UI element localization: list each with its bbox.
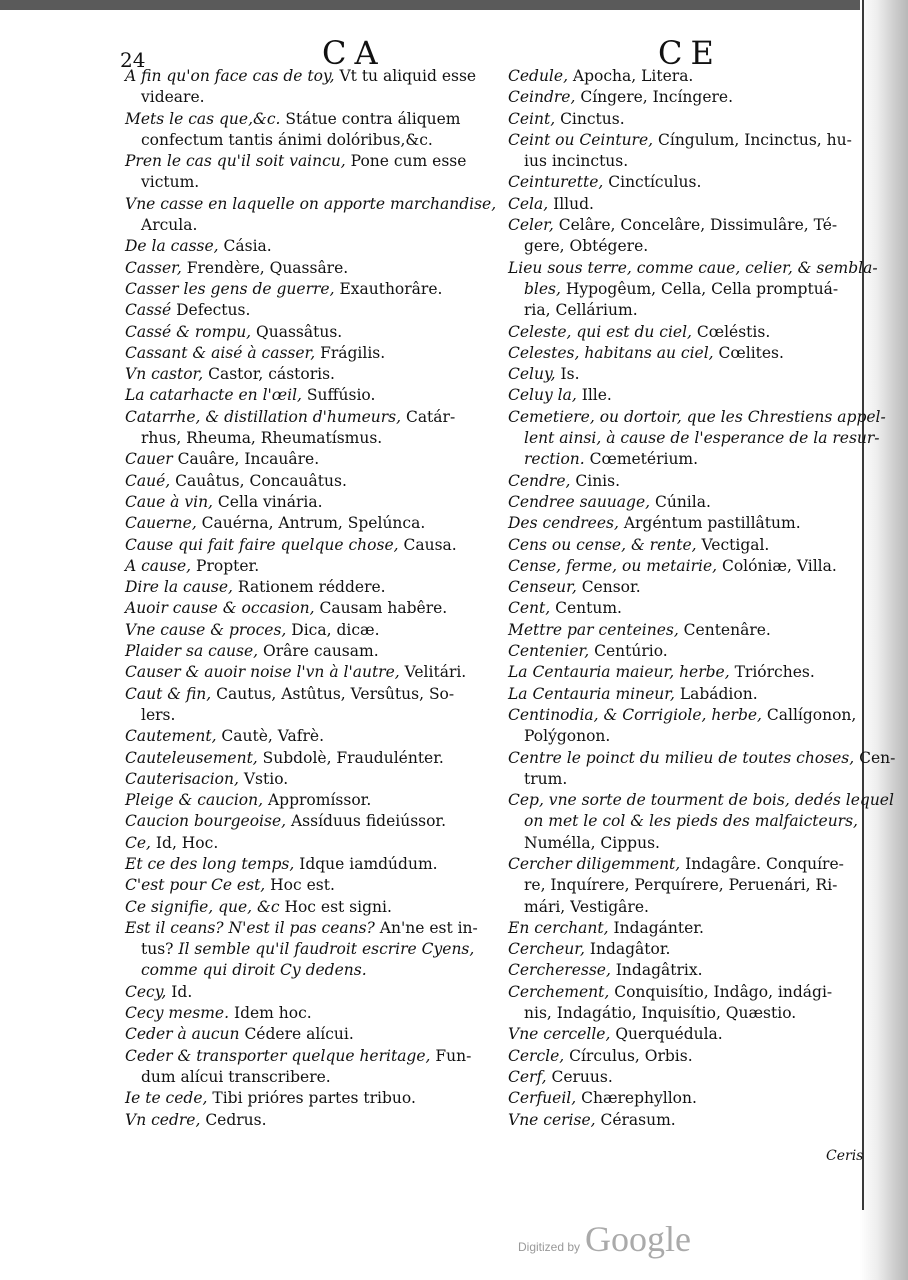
- latin-gloss: Centum.: [550, 599, 622, 618]
- dictionary-entry-line: [125, 833, 493, 854]
- dictionary-entry-line: [508, 130, 852, 151]
- french-headword: Celeste, qui est du ciel,: [508, 322, 692, 341]
- french-headword: La catarhacte en l'œil,: [125, 386, 302, 405]
- dictionary-entry-line: [125, 641, 493, 662]
- latin-gloss: Cauâre, Incauâre.: [172, 450, 320, 469]
- french-headword: Cerf,: [508, 1067, 547, 1086]
- french-headword: Cendree sauuage,: [508, 492, 651, 511]
- running-head-right: CE: [658, 34, 722, 72]
- french-headword: Cendre,: [508, 471, 571, 490]
- latin-gloss: re, Inquírere, Perquírere, Peruenári, Ri-: [524, 876, 838, 895]
- french-headword: Cassé & rompu,: [125, 322, 252, 341]
- dictionary-entry-line: [125, 87, 493, 108]
- dictionary-entry-line: [125, 109, 493, 130]
- latin-gloss: Hypogêum, Cella, Cella promptuá-: [560, 279, 839, 298]
- latin-gloss: ius incinctus.: [524, 152, 629, 171]
- latin-gloss: gere, Obtégere.: [524, 237, 649, 256]
- latin-gloss: Cúnila.: [650, 492, 711, 511]
- french-headword: Caue à vin,: [125, 492, 213, 511]
- latin-gloss: Cíngulum, Incinctus, hu-: [653, 130, 852, 149]
- latin-gloss: tus?: [141, 940, 174, 959]
- dictionary-entry-line: [508, 598, 848, 619]
- latin-gloss: lers.: [141, 705, 176, 724]
- latin-gloss: Indagánter.: [608, 918, 704, 937]
- french-headword: bles,: [524, 279, 561, 298]
- latin-gloss: Cautè, Vafrè.: [216, 727, 325, 746]
- latin-gloss: Cinctículus.: [603, 173, 702, 192]
- latin-gloss: Hoc est.: [265, 876, 335, 895]
- dictionary-entry-line: [125, 449, 493, 470]
- latin-gloss: Assíduus fideiússor.: [286, 812, 447, 831]
- latin-gloss: Ceruus.: [546, 1067, 613, 1086]
- dictionary-entry-line: [508, 172, 848, 193]
- latin-gloss: Cauâtus, Concauâtus.: [170, 471, 347, 490]
- latin-gloss: Cen-: [854, 748, 896, 767]
- french-headword: Ie te cede,: [125, 1089, 208, 1108]
- french-headword: Cedule,: [508, 67, 568, 85]
- latin-gloss: Celâre, Concelâre, Dissimulâre, Té-: [553, 216, 838, 235]
- french-headword: Et ce des long temps,: [125, 854, 295, 873]
- french-headword: Centre le poinct du milieu de toutes choses,: [508, 748, 855, 767]
- french-headword: Dire la cause,: [125, 578, 233, 597]
- french-headword: Cercher diligemment,: [508, 854, 681, 873]
- french-headword: Cautement,: [125, 727, 217, 746]
- latin-gloss: Cœmetérium.: [584, 450, 699, 469]
- latin-gloss: Cédere alícui.: [239, 1025, 354, 1044]
- dictionary-entry-line: [508, 748, 896, 769]
- french-headword: Des cendrees,: [508, 514, 619, 533]
- french-headword: Censeur,: [508, 578, 577, 597]
- dictionary-entry-line: [508, 556, 848, 577]
- french-headword: Cela,: [508, 194, 549, 213]
- latin-gloss: Fun-: [430, 1046, 472, 1065]
- latin-gloss: Orâre causam.: [258, 642, 379, 661]
- latin-gloss: confectum tantis ánimi dolóribus,&c.: [141, 130, 433, 149]
- french-headword: Cerchement,: [508, 982, 610, 1001]
- french-note: Il semble qu'il faudroit escrire Cyens,: [173, 940, 475, 959]
- dictionary-entry-line: [125, 1088, 493, 1109]
- dictionary-entry-line: [125, 194, 497, 215]
- french-headword: Ceindre,: [508, 88, 576, 107]
- french-headword: Casser les gens de guerre,: [125, 279, 335, 298]
- dictionary-entry-line: [125, 513, 493, 534]
- latin-gloss: Colóniæ, Villa.: [717, 556, 837, 575]
- dictionary-entry-line: [508, 1003, 848, 1024]
- dictionary-entry-line: [508, 1067, 848, 1088]
- dictionary-entry-line: [508, 236, 848, 257]
- latin-gloss: Vt tu aliquid esse: [334, 67, 477, 85]
- latin-gloss: Apocha, Litera.: [568, 67, 694, 85]
- dictionary-entry-line: [508, 641, 848, 662]
- dictionary-entry-line: [508, 897, 848, 918]
- french-headword: Celer,: [508, 216, 554, 235]
- latin-gloss: An'ne est in-: [374, 918, 478, 937]
- dictionary-entry-line: [125, 343, 493, 364]
- french-headword: Cassant & aisé à casser,: [125, 343, 316, 362]
- french-headword: Catarrhe, & distillation d'humeurs,: [125, 407, 402, 426]
- latin-gloss: Illud.: [548, 194, 594, 213]
- french-headword: lent ainsi, à cause de l'esperance de la resur-: [524, 429, 880, 448]
- latin-gloss: Conquisítio, Indâgo, indági-: [609, 982, 833, 1001]
- latin-gloss: Vstio.: [238, 769, 289, 788]
- latin-gloss: Labádion.: [674, 684, 758, 703]
- french-headword: Ceder & transporter quelque heritage,: [125, 1046, 431, 1065]
- french-headword: Ce signifie, que, &c: [125, 897, 280, 916]
- dictionary-entry-line: [508, 66, 848, 87]
- dictionary-entry-line: [508, 1088, 848, 1109]
- latin-gloss: Polýgonon.: [524, 727, 611, 746]
- dictionary-entry-line: [125, 854, 493, 875]
- dictionary-entry-line: [125, 556, 493, 577]
- dictionary-entry-line: [125, 151, 493, 172]
- dictionary-entry-line: [508, 428, 880, 449]
- latin-gloss: Appromíssor.: [263, 791, 372, 810]
- dictionary-entry-line: [508, 854, 848, 875]
- dictionary-entry-line: [125, 428, 493, 449]
- french-headword: Ceint ou Ceinture,: [508, 130, 654, 149]
- dictionary-entry-line: [508, 492, 848, 513]
- latin-gloss: victum.: [141, 173, 200, 192]
- latin-gloss: Cœlites.: [713, 343, 784, 362]
- latin-gloss: Querquédula.: [610, 1025, 723, 1044]
- latin-gloss: Idque iamdúdum.: [294, 854, 438, 873]
- dictionary-entry-line: [125, 577, 493, 598]
- latin-gloss: Subdolè, Fraudulénter.: [257, 748, 444, 767]
- latin-gloss: Frágilis.: [315, 343, 386, 362]
- dictionary-entry-line: [508, 960, 848, 981]
- french-headword: Cercle,: [508, 1046, 565, 1065]
- latin-gloss: Id.: [166, 982, 193, 1001]
- dictionary-entry-line: [508, 322, 848, 343]
- french-headword: Vne cause & proces,: [125, 620, 287, 639]
- latin-gloss: Idem hoc.: [229, 1004, 312, 1023]
- latin-gloss: Indagâre. Conquíre-: [680, 854, 844, 873]
- french-headword: Vn castor,: [125, 365, 204, 384]
- dictionary-entry-line: [508, 364, 848, 385]
- dictionary-entry-line: [508, 662, 848, 683]
- dictionary-entry-line: [508, 194, 848, 215]
- dictionary-entry-line: [508, 577, 848, 598]
- dictionary-entry-line: [125, 258, 493, 279]
- latin-gloss: Cauérna, Antrum, Spelúnca.: [196, 514, 426, 533]
- digitized-by-text: Digitized by: [518, 1240, 581, 1254]
- latin-gloss: mári, Vestigâre.: [524, 897, 649, 916]
- latin-gloss: Pone cum esse: [345, 152, 467, 171]
- french-headword: Cerfueil,: [508, 1089, 577, 1108]
- french-headword: Centinodia, & Corrigiole, herbe,: [508, 705, 762, 724]
- dictionary-entry-line: [508, 109, 848, 130]
- dictionary-entry-line: [125, 939, 493, 960]
- latin-gloss: Rationem réddere.: [232, 578, 386, 597]
- french-headword: Caut & fin,: [125, 684, 212, 703]
- dictionary-entry-line: [125, 684, 493, 705]
- french-headword: Cercheur,: [508, 940, 585, 959]
- latin-gloss: nis, Indagátio, Inquisítio, Quæstio.: [524, 1004, 797, 1023]
- dictionary-entry-line: [508, 279, 848, 300]
- french-headword: Mets le cas que,&c.: [125, 109, 281, 128]
- latin-gloss: Indagâtor.: [584, 940, 671, 959]
- dictionary-entry-line: [125, 407, 493, 428]
- dictionary-entry-line: [125, 471, 493, 492]
- latin-gloss: videare.: [141, 88, 205, 107]
- page-number: 24: [120, 48, 146, 72]
- dictionary-entry-line: [508, 1024, 848, 1045]
- dictionary-entry-line: [125, 492, 493, 513]
- french-headword: Cens ou cense, & rente,: [508, 535, 697, 554]
- french-headword: Ce,: [125, 833, 151, 852]
- digitized-footer: [518, 1218, 691, 1260]
- dictionary-entry-line: [125, 982, 493, 1003]
- latin-gloss: Triórches.: [729, 663, 815, 682]
- french-headword: Cauteleusement,: [125, 748, 258, 767]
- french-headword: Cep, vne sorte de tourment de bois, dedés lequel: [508, 791, 894, 810]
- latin-gloss: Vectigal.: [696, 535, 770, 554]
- latin-gloss: Is.: [555, 365, 580, 384]
- dictionary-entry-line: [508, 726, 848, 747]
- dictionary-entry-line: [125, 1024, 493, 1045]
- french-headword: Casser,: [125, 258, 182, 277]
- dictionary-entry-line: [508, 684, 848, 705]
- latin-gloss: Cíngere, Incíngere.: [575, 88, 733, 107]
- latin-gloss: Exauthorâre.: [334, 279, 443, 298]
- latin-gloss: Cinis.: [570, 471, 621, 490]
- dictionary-entry-line: [125, 662, 493, 683]
- french-headword: La Centauria mineur,: [508, 684, 675, 703]
- french-headword: Cauer: [125, 450, 173, 469]
- dictionary-entry-line: [125, 385, 493, 406]
- french-headword: Celuy,: [508, 365, 556, 384]
- dictionary-entry-line: [125, 811, 493, 832]
- french-headword: Plaider sa cause,: [125, 642, 259, 661]
- dictionary-entry-line: [125, 300, 493, 321]
- dictionary-entry-line: [125, 364, 493, 385]
- dictionary-entry-line: [508, 385, 848, 406]
- latin-gloss: Círculus, Orbis.: [564, 1046, 693, 1065]
- dictionary-entry-line: [508, 300, 848, 321]
- latin-gloss: Cérasum.: [595, 1110, 676, 1129]
- dictionary-entry-line: [508, 790, 894, 811]
- latin-gloss: Frendère, Quassâre.: [181, 258, 349, 277]
- dictionary-entry-line: [125, 535, 493, 556]
- dictionary-entry-line: [125, 598, 493, 619]
- latin-gloss: Centúrio.: [589, 642, 668, 661]
- latin-gloss: Censor.: [576, 578, 641, 597]
- latin-gloss: Argéntum pastillâtum.: [618, 514, 801, 533]
- latin-gloss: dum alícui transcribere.: [141, 1067, 331, 1086]
- french-headword: Vne casse en laquelle on apporte marchandise,: [125, 194, 497, 213]
- french-headword: A cause,: [125, 556, 192, 575]
- dictionary-entry-line: [125, 1067, 493, 1088]
- french-headword: Caucion bourgeoise,: [125, 812, 287, 831]
- latin-gloss: Chærephyllon.: [576, 1089, 697, 1108]
- french-headword: A fin qu'on face cas de toy,: [125, 67, 335, 85]
- french-headword: Cauterisacion,: [125, 769, 239, 788]
- dictionary-entry-line: [125, 620, 493, 641]
- dictionary-entry-line: [508, 1110, 848, 1131]
- dictionary-entry-line: [125, 705, 493, 726]
- latin-gloss: Defectus.: [171, 301, 251, 320]
- dictionary-entry-line: [508, 343, 848, 364]
- latin-gloss: Státue contra áliquem: [280, 109, 461, 128]
- latin-gloss: Cedrus.: [200, 1110, 267, 1129]
- french-headword: Cecy mesme.: [125, 1004, 230, 1023]
- dictionary-entry-line: [508, 620, 848, 641]
- dictionary-entry-line: [125, 1003, 493, 1024]
- dictionary-entry-line: [125, 726, 493, 747]
- french-headword: Vne cerise,: [508, 1110, 596, 1129]
- dictionary-entry-line: [508, 918, 848, 939]
- dictionary-entry-line: [508, 449, 848, 470]
- latin-gloss: Ille.: [576, 386, 612, 405]
- latin-gloss: Quassâtus.: [251, 322, 343, 341]
- dictionary-entry-line: [508, 811, 858, 832]
- catchword: Ceris: [826, 1148, 864, 1164]
- dictionary-entry-line: [508, 939, 848, 960]
- dictionary-entry-line: [125, 960, 493, 981]
- french-headword: Cause qui fait faire quelque chose,: [125, 535, 399, 554]
- dictionary-entry-line: [508, 833, 848, 854]
- french-headword: Ceinturette,: [508, 173, 604, 192]
- french-headword: C'est pour Ce est,: [125, 876, 266, 895]
- latin-gloss: Callígonon,: [761, 705, 857, 724]
- dictionary-entry-line: [125, 279, 493, 300]
- french-headword: Cecy,: [125, 982, 167, 1001]
- dictionary-entry-line: [125, 172, 493, 193]
- latin-gloss: Dica, dicæ.: [286, 620, 380, 639]
- dictionary-entry-line: [508, 151, 848, 172]
- french-headword: Cent,: [508, 599, 551, 618]
- french-headword: comme qui diroit Cy dedens.: [141, 961, 367, 980]
- french-headword: Cauerne,: [125, 514, 197, 533]
- dictionary-entry-line: [508, 258, 878, 279]
- dictionary-entry-line: [508, 1046, 848, 1067]
- dictionary-entry-line: [125, 790, 493, 811]
- latin-gloss: Id, Hoc.: [150, 833, 219, 852]
- french-headword: Mettre par centeines,: [508, 620, 679, 639]
- french-headword: Causer & auoir noise l'vn à l'autre,: [125, 663, 400, 682]
- french-headword: Est il ceans? N'est il pas ceans?: [125, 918, 375, 937]
- latin-gloss: Castor, cástoris.: [203, 365, 335, 384]
- french-headword: Auoir cause & occasion,: [125, 599, 315, 618]
- latin-gloss: Catár-: [401, 407, 456, 426]
- french-headword: Cense, ferme, ou metairie,: [508, 556, 718, 575]
- dictionary-entry-line: [125, 918, 493, 939]
- latin-gloss: Arcula.: [141, 216, 198, 235]
- left-column: [125, 66, 497, 1131]
- dictionary-entry-line: [508, 471, 848, 492]
- french-headword: rection.: [524, 450, 585, 469]
- dictionary-entry-line: [508, 769, 848, 790]
- french-headword: Pleige & caucion,: [125, 791, 264, 810]
- dictionary-entry-line: [508, 875, 848, 896]
- french-headword: Cemetiere, ou dortoir, que les Chrestiens appel-: [508, 407, 886, 426]
- latin-gloss: Propter.: [191, 556, 260, 575]
- latin-gloss: Cautus, Astûtus, Versûtus, So-: [211, 684, 455, 703]
- latin-gloss: Causam habêre.: [314, 599, 448, 618]
- french-headword: En cerchant,: [508, 918, 609, 937]
- dictionary-entry-line: [125, 748, 493, 769]
- dictionary-entry-line: [125, 130, 493, 151]
- dictionary-entry-line: [508, 513, 848, 534]
- french-headword: Ceder à aucun: [125, 1025, 240, 1044]
- running-head-left: CA: [322, 34, 386, 72]
- dictionary-entry-line: [125, 769, 493, 790]
- latin-gloss: Numélla, Cippus.: [524, 833, 660, 852]
- scan-page-edge: [860, 0, 908, 1280]
- french-headword: Cassé: [125, 301, 172, 320]
- latin-gloss: rhus, Rheuma, Rheumatísmus.: [141, 429, 383, 448]
- dictionary-entry-line: [125, 1046, 493, 1067]
- french-headword: Vne cercelle,: [508, 1025, 611, 1044]
- dictionary-entry-line: [125, 1110, 493, 1131]
- latin-gloss: Hoc est signi.: [279, 897, 392, 916]
- right-column: [508, 66, 896, 1131]
- latin-gloss: Centenâre.: [678, 620, 771, 639]
- dictionary-entry-line: [125, 875, 493, 896]
- dictionary-entry-line: [508, 407, 886, 428]
- dictionary-entry-line: [125, 215, 493, 236]
- latin-gloss: Cinctus.: [555, 109, 625, 128]
- french-headword: De la casse,: [125, 237, 219, 256]
- latin-gloss: Suffúsio.: [301, 386, 376, 405]
- french-headword: Centenier,: [508, 642, 590, 661]
- latin-gloss: Indagâtrix.: [610, 961, 703, 980]
- latin-gloss: ria, Cellárium.: [524, 301, 638, 320]
- google-logo: Google: [585, 1219, 692, 1259]
- french-headword: Ceint,: [508, 109, 556, 128]
- latin-gloss: Causa.: [398, 535, 457, 554]
- latin-gloss: Cásia.: [218, 237, 272, 256]
- latin-gloss: Tibi prióres partes tribuo.: [207, 1089, 416, 1108]
- french-headword: La Centauria maieur, herbe,: [508, 663, 730, 682]
- french-headword: Vn cedre,: [125, 1110, 201, 1129]
- french-headword: Pren le cas qu'il soit vaincu,: [125, 152, 346, 171]
- dictionary-entry-line: [508, 215, 848, 236]
- french-headword: Caué,: [125, 471, 171, 490]
- dictionary-entry-line: [508, 705, 857, 726]
- french-headword: on met le col & les pieds des malfaicteurs,: [524, 812, 858, 831]
- dictionary-entry-line: [125, 66, 493, 87]
- dictionary-entry-line: [125, 322, 493, 343]
- french-headword: Celuy la,: [508, 386, 577, 405]
- dictionary-entry-line: [508, 982, 848, 1003]
- french-headword: Cercheresse,: [508, 961, 611, 980]
- dictionary-entry-line: [125, 897, 493, 918]
- dictionary-entry-line: [508, 535, 848, 556]
- latin-gloss: trum.: [524, 769, 568, 788]
- latin-gloss: Cella vinária.: [212, 492, 323, 511]
- dictionary-entry-line: [125, 236, 493, 257]
- scan-page-edge-line: [862, 0, 864, 1210]
- french-headword: Lieu sous terre, comme caue, celier, & sembla-: [508, 258, 878, 277]
- french-headword: Celestes, habitans au ciel,: [508, 343, 714, 362]
- latin-gloss: Velitári.: [399, 663, 467, 682]
- dictionary-entry-line: [508, 87, 848, 108]
- latin-gloss: Cœléstis.: [691, 322, 771, 341]
